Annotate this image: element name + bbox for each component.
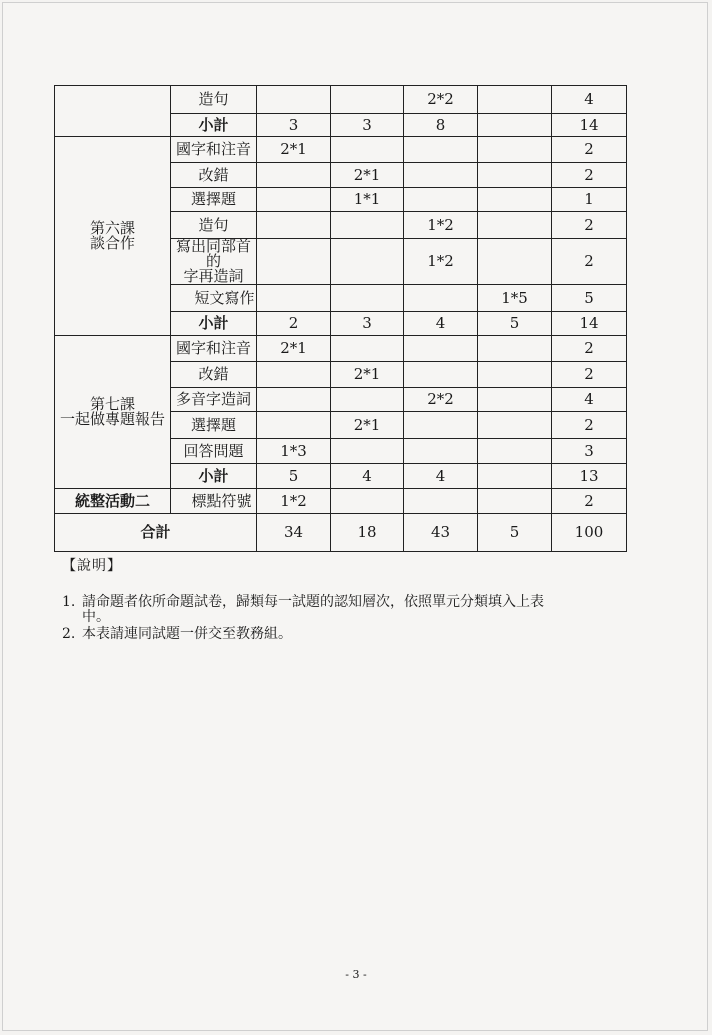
value-cell: 4 [404, 464, 478, 489]
lesson6-name: 第六課 [89, 219, 135, 237]
value-cell: 3 [331, 114, 404, 137]
total-cell: 1 [552, 188, 627, 212]
total-cell: 13 [552, 464, 627, 489]
value-cell [478, 388, 552, 412]
note-line: 中。 [82, 608, 110, 625]
value-cell [257, 412, 331, 439]
value-cell [331, 388, 404, 412]
item-line: 寫出同部首的 [175, 237, 251, 270]
item-cell: 短文寫作 [171, 285, 257, 312]
lesson7-unit [55, 336, 171, 489]
value-cell [331, 137, 404, 163]
total-cell: 2 [552, 212, 627, 239]
value-cell: 18 [331, 514, 404, 552]
item-cell: 造句 [171, 212, 257, 239]
value-cell [404, 336, 478, 362]
value-cell [404, 137, 478, 163]
total-cell: 2 [552, 163, 627, 188]
total-cell: 2 [552, 239, 627, 285]
note-item [62, 627, 662, 642]
value-cell: 1*5 [478, 285, 552, 312]
value-cell: 2*2 [404, 86, 478, 114]
value-cell [257, 362, 331, 388]
value-cell [331, 285, 404, 312]
total-cell: 2 [552, 137, 627, 163]
subtotal-label: 小計 [171, 312, 257, 336]
note-number: 1. [62, 594, 76, 610]
value-cell [331, 212, 404, 239]
value-cell [404, 362, 478, 388]
total-cell: 14 [552, 114, 627, 137]
grand-total-row [55, 514, 627, 552]
total-cell: 100 [552, 514, 627, 552]
value-cell: 2*1 [331, 412, 404, 439]
value-cell [257, 285, 331, 312]
value-cell [331, 489, 404, 514]
grand-total-label: 合計 [55, 514, 257, 552]
item-cell: 標點符號 [171, 489, 257, 514]
item-cell [171, 239, 257, 285]
value-cell [257, 212, 331, 239]
value-cell: 2 [257, 312, 331, 336]
value-cell [257, 163, 331, 188]
assessment-table [54, 85, 627, 552]
value-cell: 2*2 [404, 388, 478, 412]
value-cell: 3 [257, 114, 331, 137]
value-cell: 5 [478, 312, 552, 336]
value-cell [478, 336, 552, 362]
total-cell: 2 [552, 412, 627, 439]
table-row [55, 86, 627, 114]
value-cell [331, 239, 404, 285]
lesson6-unit [55, 137, 171, 336]
value-cell [478, 239, 552, 285]
value-cell: 34 [257, 514, 331, 552]
total-cell: 3 [552, 439, 627, 464]
notes-section [62, 555, 662, 645]
note-text: 本表請連同試題一併交至教務組。 [82, 626, 292, 643]
value-cell [478, 212, 552, 239]
value-cell: 3 [331, 312, 404, 336]
lesson7-name: 第七課 [89, 395, 135, 413]
value-cell: 5 [478, 514, 552, 552]
value-cell: 4 [331, 464, 404, 489]
value-cell [478, 439, 552, 464]
value-cell [404, 412, 478, 439]
value-cell [478, 163, 552, 188]
item-cell: 造句 [171, 86, 257, 114]
value-cell [257, 86, 331, 114]
item-cell: 改錯 [171, 163, 257, 188]
value-cell: 1*3 [257, 439, 331, 464]
total-cell: 4 [552, 86, 627, 114]
value-cell [478, 188, 552, 212]
total-cell: 4 [552, 388, 627, 412]
note-text [82, 595, 544, 624]
value-cell: 2*1 [331, 163, 404, 188]
value-cell [331, 336, 404, 362]
value-cell [331, 439, 404, 464]
value-cell: 2*1 [257, 137, 331, 163]
value-cell [257, 388, 331, 412]
value-cell [404, 285, 478, 312]
lesson7-title: 一起做專題報告 [59, 410, 165, 428]
item-cell: 回答問題 [171, 439, 257, 464]
total-cell: 14 [552, 312, 627, 336]
value-cell [478, 412, 552, 439]
table-row [55, 336, 627, 362]
value-cell [478, 362, 552, 388]
value-cell: 1*2 [404, 212, 478, 239]
value-cell: 2*1 [331, 362, 404, 388]
value-cell [404, 489, 478, 514]
value-cell [404, 163, 478, 188]
unit-cell-empty [55, 86, 171, 137]
value-cell [478, 137, 552, 163]
value-cell: 5 [257, 464, 331, 489]
table-row [55, 137, 627, 163]
value-cell: 1*1 [331, 188, 404, 212]
total-cell: 2 [552, 489, 627, 514]
item-cell: 選擇題 [171, 412, 257, 439]
value-cell [478, 489, 552, 514]
item-line: 字再造詞 [183, 267, 244, 285]
value-cell [404, 188, 478, 212]
item-cell: 選擇題 [171, 188, 257, 212]
value-cell [257, 188, 331, 212]
value-cell [404, 439, 478, 464]
activity-name: 統整活動二 [55, 489, 171, 514]
value-cell: 2*1 [257, 336, 331, 362]
notes-heading: 【說明】 [62, 558, 122, 574]
value-cell: 8 [404, 114, 478, 137]
total-cell: 2 [552, 362, 627, 388]
value-cell [478, 464, 552, 489]
page-number: - 3 - [345, 968, 367, 981]
value-cell: 43 [404, 514, 478, 552]
table-row [55, 489, 627, 514]
note-line: 請命題者依所命題試卷，歸類每一試題的認知層次，依照單元分類填入上表 [82, 594, 544, 610]
item-cell: 改錯 [171, 362, 257, 388]
value-cell [478, 114, 552, 137]
value-cell: 1*2 [404, 239, 478, 285]
lesson6-title: 談合作 [89, 234, 135, 252]
subtotal-label: 小計 [171, 114, 257, 137]
total-cell: 5 [552, 285, 627, 312]
value-cell: 4 [404, 312, 478, 336]
value-cell [331, 86, 404, 114]
value-cell [257, 239, 331, 285]
total-cell: 2 [552, 336, 627, 362]
note-number: 2. [62, 626, 76, 643]
item-cell: 國字和注音 [171, 137, 257, 163]
subtotal-label: 小計 [171, 464, 257, 489]
note-item [62, 595, 662, 624]
item-cell: 國字和注音 [171, 336, 257, 362]
item-cell: 多音字造詞 [171, 388, 257, 412]
value-cell [478, 86, 552, 114]
value-cell: 1*2 [257, 489, 331, 514]
